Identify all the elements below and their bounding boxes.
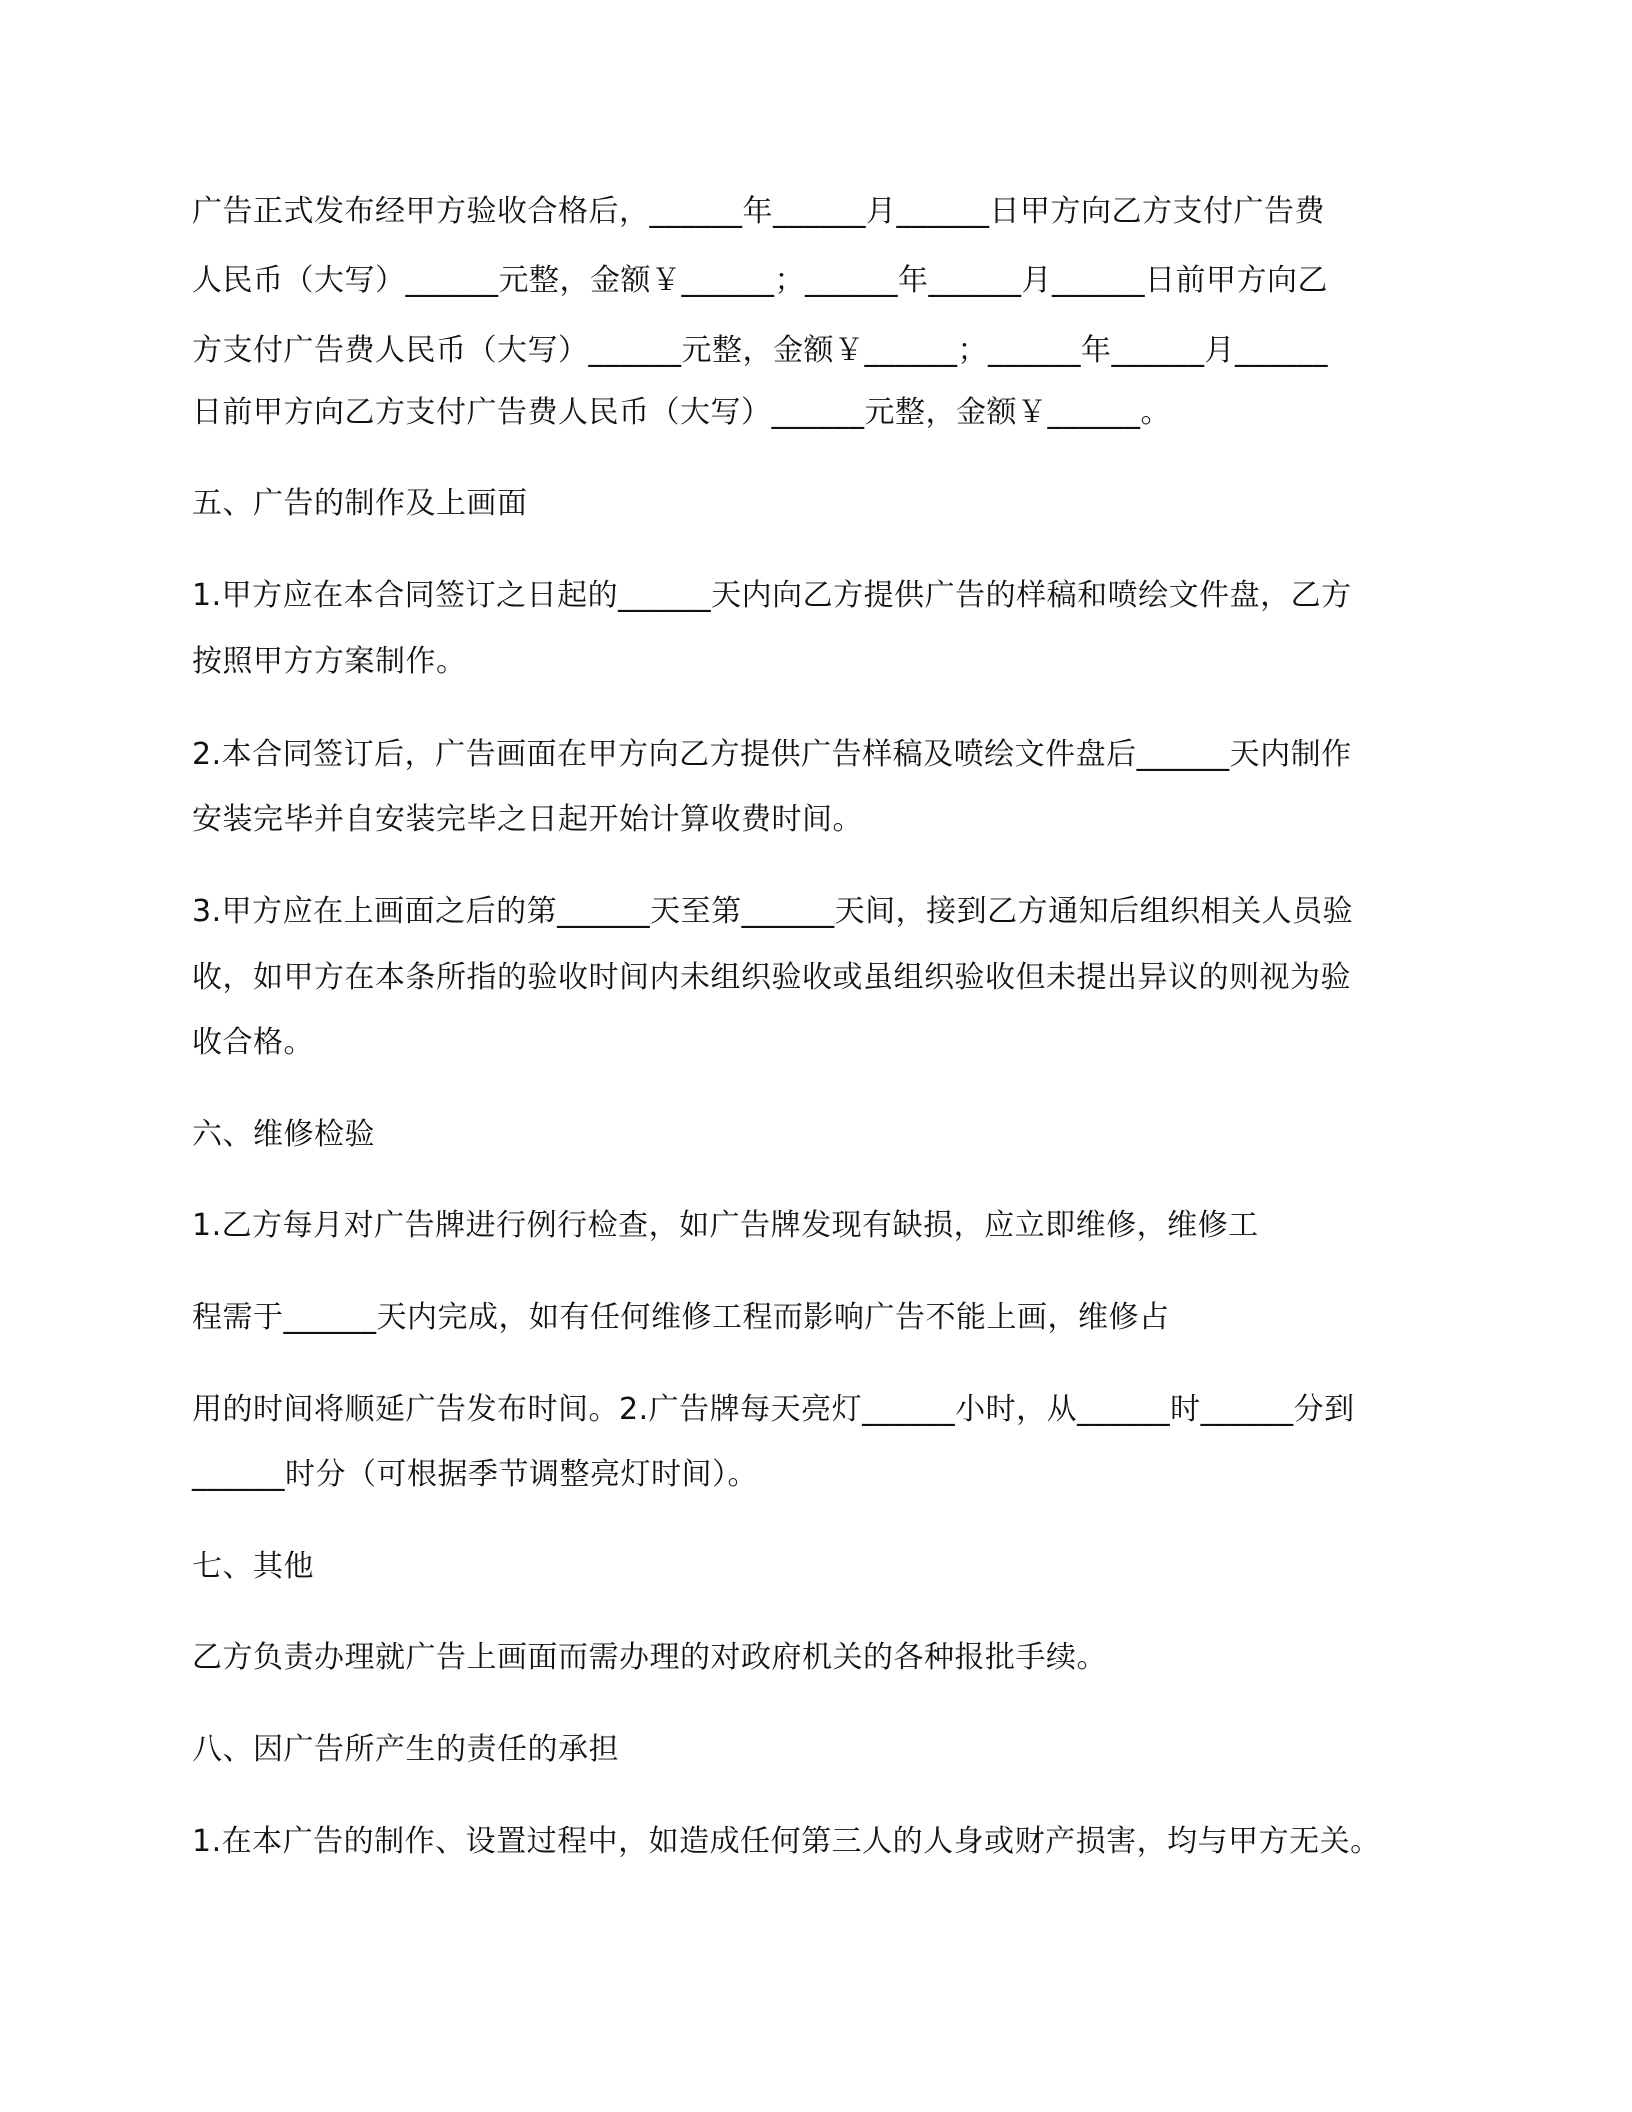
text-line: 程需于______天内完成，如有任何维修工程而影响广告不能上画，维修占 bbox=[192, 1300, 1170, 1335]
text-line: 3.甲方应在上画面之后的第______天至第______天间，接到乙方通知后组织相关人员验 bbox=[192, 894, 1354, 929]
section-heading: 八、因广告所产生的责任的承担 bbox=[192, 1732, 619, 1767]
text-line: 乙方负责办理就广告上画面而需办理的对政府机关的各种报批手续。 bbox=[192, 1640, 1107, 1675]
text-line: 收，如甲方在本条所指的验收时间内未组织验收或虽组织验收但未提出异议的则视为验 bbox=[192, 960, 1351, 995]
text-line: 1.乙方每月对广告牌进行例行检查，如广告牌发现有缺损，应立即维修，维修工 bbox=[192, 1208, 1259, 1243]
section-heading: 五、广告的制作及上画面 bbox=[192, 486, 528, 521]
text-line: 日前甲方向乙方支付广告费人民币（大写）______元整，金额￥______。 bbox=[192, 395, 1171, 430]
text-line: 按照甲方方案制作。 bbox=[192, 644, 467, 679]
text-line: 人民币（大写）______元整，金额￥______；______年______月______日前甲方向乙 bbox=[192, 263, 1328, 298]
text-line: 2.本合同签订后，广告画面在甲方向乙方提供广告样稿及喷绘文件盘后______天内制作 bbox=[192, 737, 1352, 772]
text-line: 收合格。 bbox=[192, 1025, 314, 1060]
text-line: ______时分（可根据季节调整亮灯时间）。 bbox=[192, 1457, 758, 1492]
text-line: 安装完毕并自安装完毕之日起开始计算收费时间。 bbox=[192, 802, 863, 837]
text-line: 1.甲方应在本合同签订之日起的______天内向乙方提供广告的样稿和喷绘文件盘，乙方 bbox=[192, 578, 1352, 613]
section-heading: 七、其他 bbox=[192, 1549, 314, 1584]
text-line: 方支付广告费人民币（大写）______元整，金额￥______；______年______月______ bbox=[192, 333, 1328, 368]
text-line: 用的时间将顺延广告发布时间。2.广告牌每天亮灯______小时，从______时______分到 bbox=[192, 1392, 1355, 1427]
section-heading: 六、维修检验 bbox=[192, 1117, 375, 1152]
text-line: 广告正式发布经甲方验收合格后，______年______月______日甲方向乙方支付广告费 bbox=[192, 194, 1325, 229]
text-line: 1.在本广告的制作、设置过程中，如造成任何第三人的人身或财产损害，均与甲方无关。 bbox=[192, 1824, 1381, 1859]
